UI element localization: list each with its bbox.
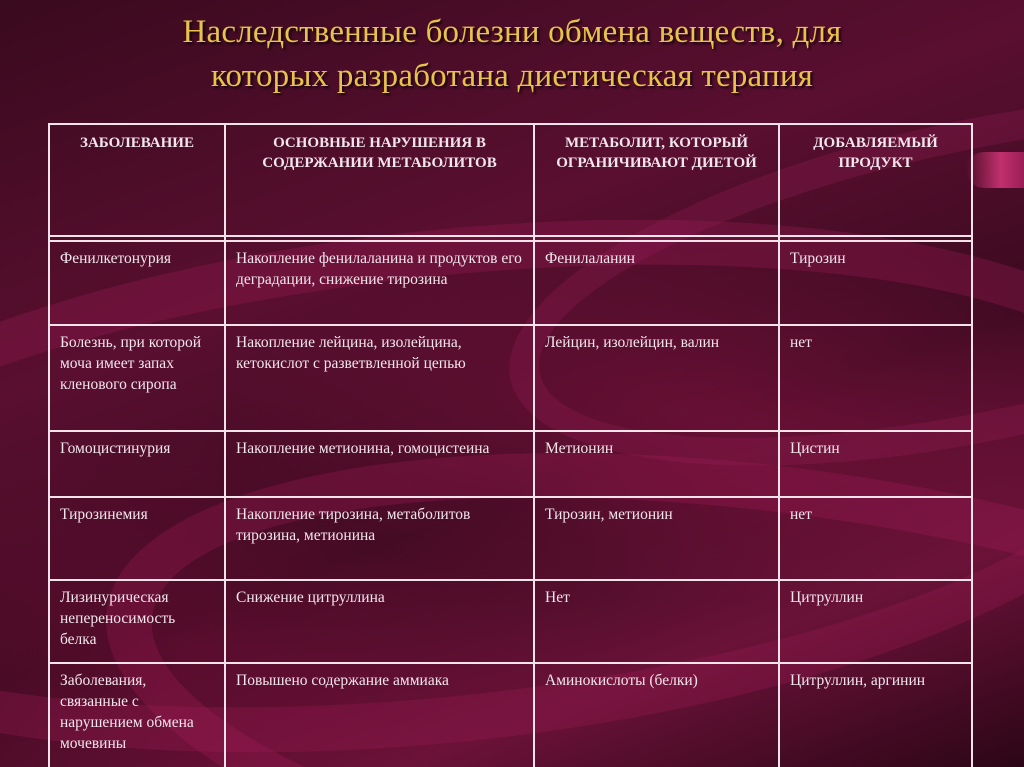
cell-added: Тирозин: [779, 241, 972, 325]
table-row: [49, 241, 972, 325]
cell-added: нет: [779, 497, 972, 580]
cell-added: Цистин: [779, 431, 972, 497]
cell-disease: Гомоцистинурия: [49, 431, 225, 497]
cell-added: нет: [779, 325, 972, 431]
cell-restricted: Метионин: [534, 431, 779, 497]
cell-disease: Лизинурическая непереносимость белка: [49, 580, 225, 663]
table-row: [49, 325, 972, 431]
decorative-side-tab: [966, 152, 1024, 188]
table-row: [49, 497, 972, 580]
cell-disorders: Накопление лейцина, изолейцина, кетокислот с разветвленной цепью: [225, 325, 534, 431]
cell-restricted: Лейцин, изолейцин, валин: [534, 325, 779, 431]
cell-restricted: Фенилаланин: [534, 241, 779, 325]
cell-disorders: Накопление фенилаланина и продуктов его деградации, снижение тирозина: [225, 241, 534, 325]
table-row: [49, 663, 972, 767]
table-row: [49, 431, 972, 497]
cell-disease: Фенилкетонурия: [49, 241, 225, 325]
header-disorders: ОСНОВНЫЕ НАРУШЕНИЯ В СОДЕРЖАНИИ МЕТАБОЛИТОВ: [225, 124, 534, 236]
cell-added: Цитруллин: [779, 580, 972, 663]
cell-added: Цитруллин, аргинин: [779, 663, 972, 767]
cell-disorders: Повышено содержание аммиака: [225, 663, 534, 767]
diseases-table: [48, 123, 973, 767]
cell-disorders: Снижение цитруллина: [225, 580, 534, 663]
cell-disease: Тирозинемия: [49, 497, 225, 580]
header-added-product: ДОБАВЛЯЕМЫЙ ПРОДУКТ: [779, 124, 972, 236]
cell-disease: Заболевания, связанные с нарушением обмена мочевины: [49, 663, 225, 767]
cell-disorders: Накопление метионина, гомоцистеина: [225, 431, 534, 497]
slide-title: [40, 10, 984, 98]
title-line-2: которых разработана диетическая терапия: [210, 58, 814, 94]
title-line-1: Наследственные болезни обмена веществ, для: [182, 14, 842, 50]
header-disease: ЗАБОЛЕВАНИЕ: [49, 124, 225, 236]
table-header-row: [49, 124, 972, 236]
cell-restricted: Нет: [534, 580, 779, 663]
header-restricted-metabolite: МЕТАБОЛИТ, КОТОРЫЙ ОГРАНИЧИВАЮТ ДИЕТОЙ: [534, 124, 779, 236]
cell-restricted: Тирозин, метионин: [534, 497, 779, 580]
table-row: [49, 580, 972, 663]
cell-disease: Болезнь, при которой моча имеет запах кленового сиропа: [49, 325, 225, 431]
cell-restricted: Аминокислоты (белки): [534, 663, 779, 767]
cell-disorders: Накопление тирозина, метаболитов тирозина, метионина: [225, 497, 534, 580]
